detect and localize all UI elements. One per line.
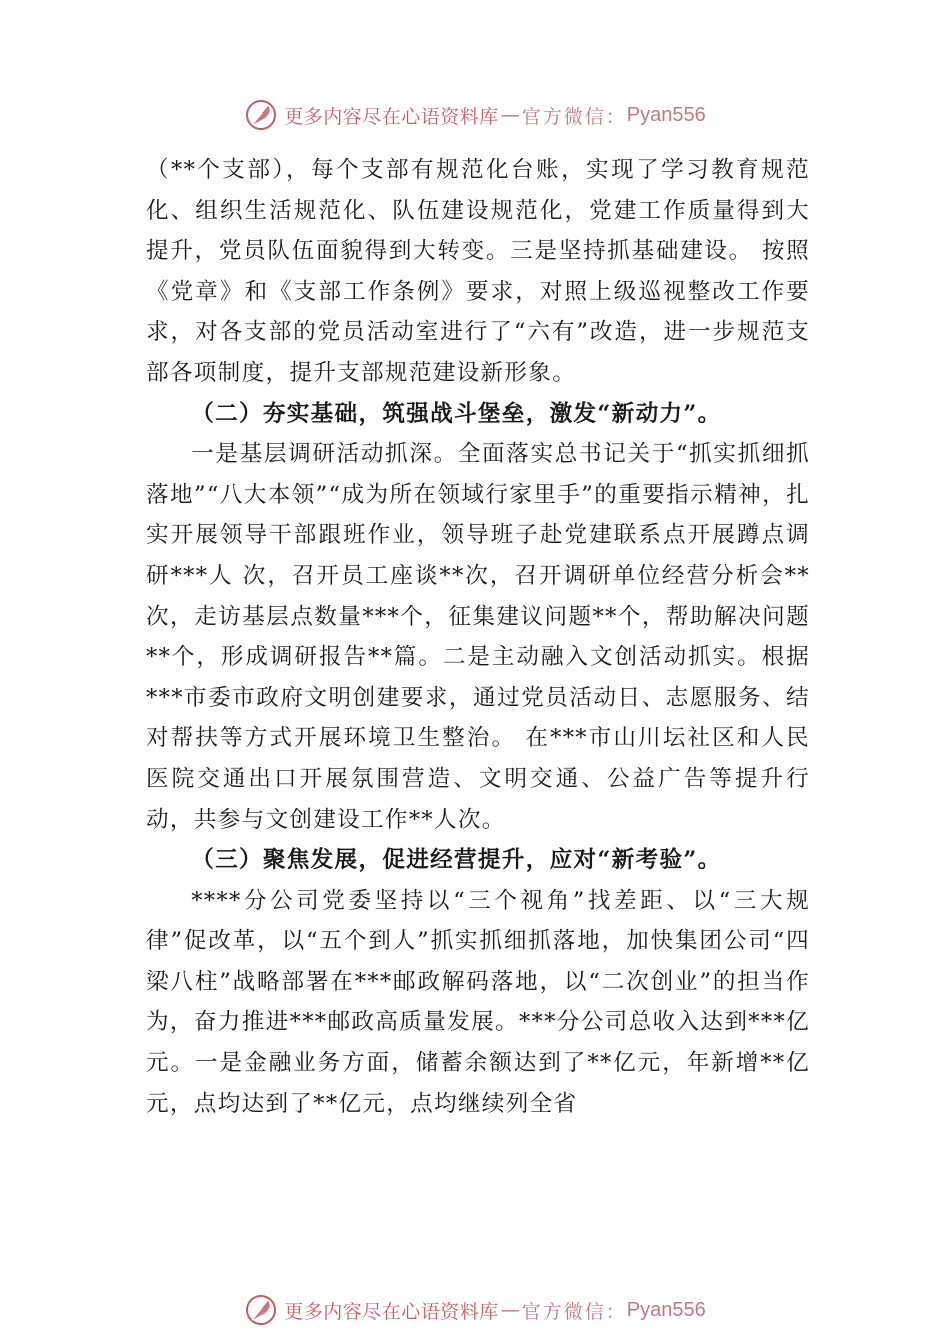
watermark-wechat-label: 官方微信： — [521, 1300, 627, 1323]
quill-logo-icon — [244, 1293, 278, 1327]
watermark-footer — [0, 1290, 950, 1330]
quill-logo-icon — [244, 98, 278, 132]
watermark-dash: — — [500, 1299, 520, 1321]
watermark-wechat-label: 官方微信： — [521, 105, 627, 128]
section-heading: （三）聚焦发展，促进经营提升，应对“新考验”。 — [191, 847, 722, 874]
watermark-dash: — — [500, 104, 520, 126]
section-heading: （二）夯实基础，筑强战斗堡垒，激发“新动力”。 — [191, 400, 722, 427]
body-paragraph: 一是基层调研活动抓深。全面落实总书记关于“抓实抓细抓落地”“八大本领”“成为所在领域行家里手”的重要指示精神，扎实开展领导干部跟班作业，领导班子赴党建联系点开展蹲点调研***人 次，召开员工座谈**次，召开调研单位经营分析会** 次，走访基层点数量***个，征集建议问题**个，帮助解决问题**个，形成调研报告**篇。二是主动融入文创活动抓实。根据***市委市政府文明创建要求，通过党员活动日、志愿服务、结对帮扶等方式开展环境卫生整治。 在***市山川坛社区和人民医院交通出口开展氛围营造、文明交通、公益广告等提升行动，共参与文创建设工作**人次。 — [146, 441, 810, 833]
watermark-header — [0, 95, 950, 135]
watermark-wechat-id: Pyan556 — [626, 103, 706, 126]
watermark-main-text: 更多内容尽在心语资料库 — [284, 105, 499, 128]
body-paragraph: ****分公司党委坚持以“三个视角”找差距、以“三大规律”促改革，以“五个到人”抓实抓细抓落地，加快集团公司“四梁八柱”战略部署在***邮政解码落地，以“二次创业”的担当作为，奋力推进***邮政高质量发展。***分公司总收入达到***亿元。一是金融业务方面，储蓄余额达到了**亿元，年新增**亿元，点均达到了**亿元，点均继续列全省 — [146, 887, 810, 1117]
watermark-wechat-id: Pyan556 — [626, 1298, 706, 1321]
body-paragraph: （**个支部），每个支部有规范化台账，实现了学习教育规范化、组织生活规范化、队伍建设规范化，党建工作质量得到大提升，党员队伍面貌得到大转变。三是坚持抓基础建设。 按照《党章》和《支部工作条例》要求，对照上级巡视整改工作要求，对各支部的党员活动室进行了“六有”改造，进一步规范支部各项制度，提升支部规范建设新形象。 — [146, 157, 810, 386]
watermark-main-text: 更多内容尽在心语资料库 — [284, 1300, 499, 1323]
document-body — [146, 150, 810, 1124]
